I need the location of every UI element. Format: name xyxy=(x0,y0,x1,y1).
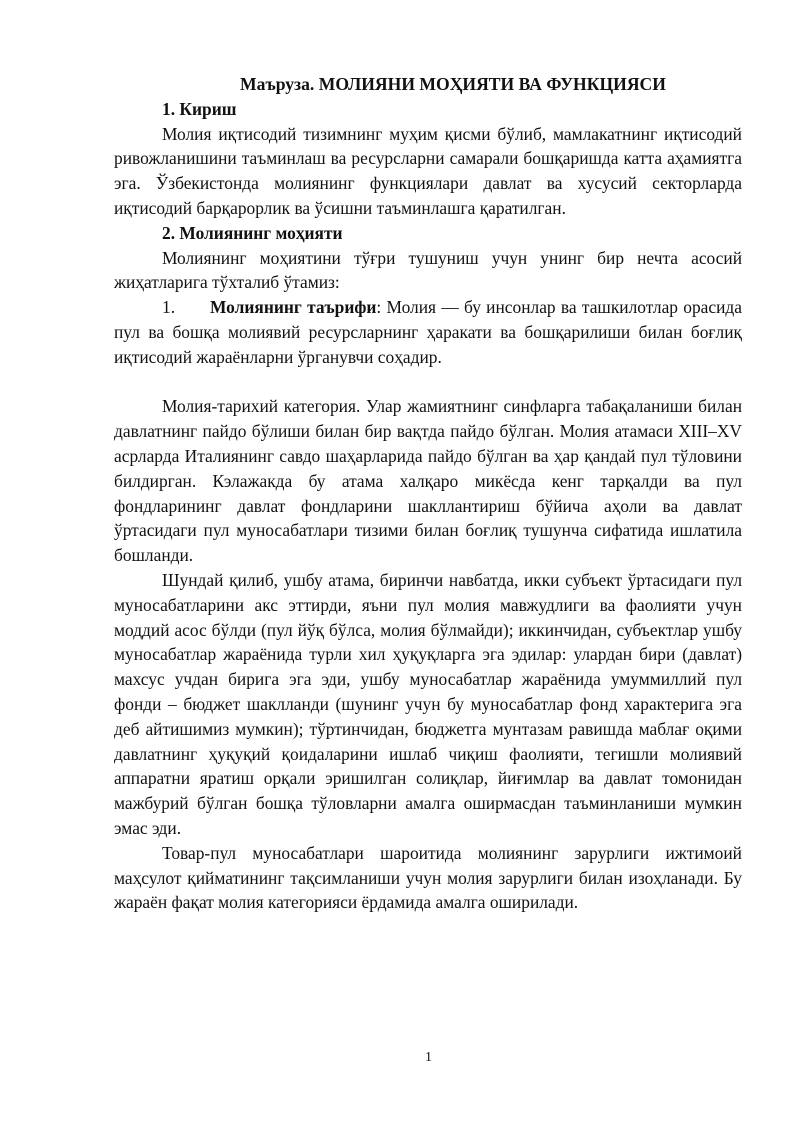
document-title: Маъруза. МОЛИЯНИ МОҲИЯТИ ВА ФУНКЦИЯСИ xyxy=(240,74,666,94)
item-definition: : Молия — бу инсонлар ва ташкилотлар орасида пул ва бошқа молиявий ресурсларнинг ҳаракати ва бошқарилиши билан боғлиқ иқтисодий жараёнларни ўрганувчи соҳадир. xyxy=(114,297,742,367)
essence-intro-paragraph: Молиянинг моҳиятини тўғри тушуниш учун унинг бир нечта асосий жиҳатларига тўхталиб ўтамиз: xyxy=(114,247,742,293)
relations-paragraph: Шундай қилиб, ушбу атама, биринчи навбатда, икки субъект ўртасидаги пул муносабатларини акс эттирди, яъни пул молия мавжудлиги ва фаолияти учун моддий асос бўлди (пул йўқ бўлса, молия бўлмайди); иккинчидан, субъектлар ушбу муносабатлар жараёнида турли хил ҳуқуқларга эга эдилар: улардан бири (давлат) махсус учдан бирига эга эди, ушбу муносабатлар жараёнида умуммиллий пул фонди – бюджет шаклланди (шунинг учун бу муносабатлар фонд характерига эга деб айтишимиз мумкин); тўртинчидан, бюджетга мунтазам равишда маблағ оқими давлатнинг ҳуқуқий қоидаларини ишлаб чиқиш фаолияти, тегишли молиявий аппаратни яратиш орқали эришилган солиқлар, йиғимлар ва давлат томонидан мажбурий бўлган бошқа тўловларни амалга оширмасдан таъминланиши мумкин эмас эди. xyxy=(114,569,742,838)
introduction-paragraph: Молия иқтисодий тизимнинг муҳим қисми бўлиб, мамлакатнинг иқтисодий ривожланишини таъминлаш ва ресурсларни самарали бошқаришда катта аҳамиятга эга. Ўзбекистонда молиянинг функциялари давлат ва хусусий секторларда иқтисодий барқарорлик ва ўсишни таъминлашга қаратилган. xyxy=(114,123,742,218)
history-paragraph: Молия-тарихий категория. Улар жамиятнинг синфларга табақаланиши билан давлатнинг пайдо бўлиши билан бир вақтда пайдо бўлган. Молия атамаси XIII–XV асрларда Италиянинг савдо шаҳарларида пайдо бўлган ва ҳар қандай пул тўловини билдирган. Кэлажакда бу атама халқаро микёсда кенг тарқалди ва пул фондларининг давлат фондларини шакллантириш бўйича аҳоли ва давлат ўртасидаги пул муносабатлари тизими билан боғлиқ тушунча сифатида ишлатила бошланди. xyxy=(114,396,742,566)
blank-line xyxy=(114,370,742,395)
item-term: Молиянинг таърифи xyxy=(210,297,377,318)
document-page xyxy=(114,72,742,915)
section-heading-introduction: 1. Кириш xyxy=(162,98,237,119)
necessity-paragraph: Товар-пул муносабатлари шароитида молиянинг зарурлиги ижтимоий маҳсулот қийматининг тақсимланиши учун молия зарурлиги билан изоҳланади. Бу жараён фақат молия категорияси ёрдамида амалга оширилади. xyxy=(114,842,742,913)
section-heading-essence: 2. Молиянинг моҳияти xyxy=(162,222,343,243)
page-number: 1 xyxy=(425,1050,432,1065)
item-number: 1. xyxy=(162,297,176,318)
numbered-item-definition xyxy=(114,295,742,369)
